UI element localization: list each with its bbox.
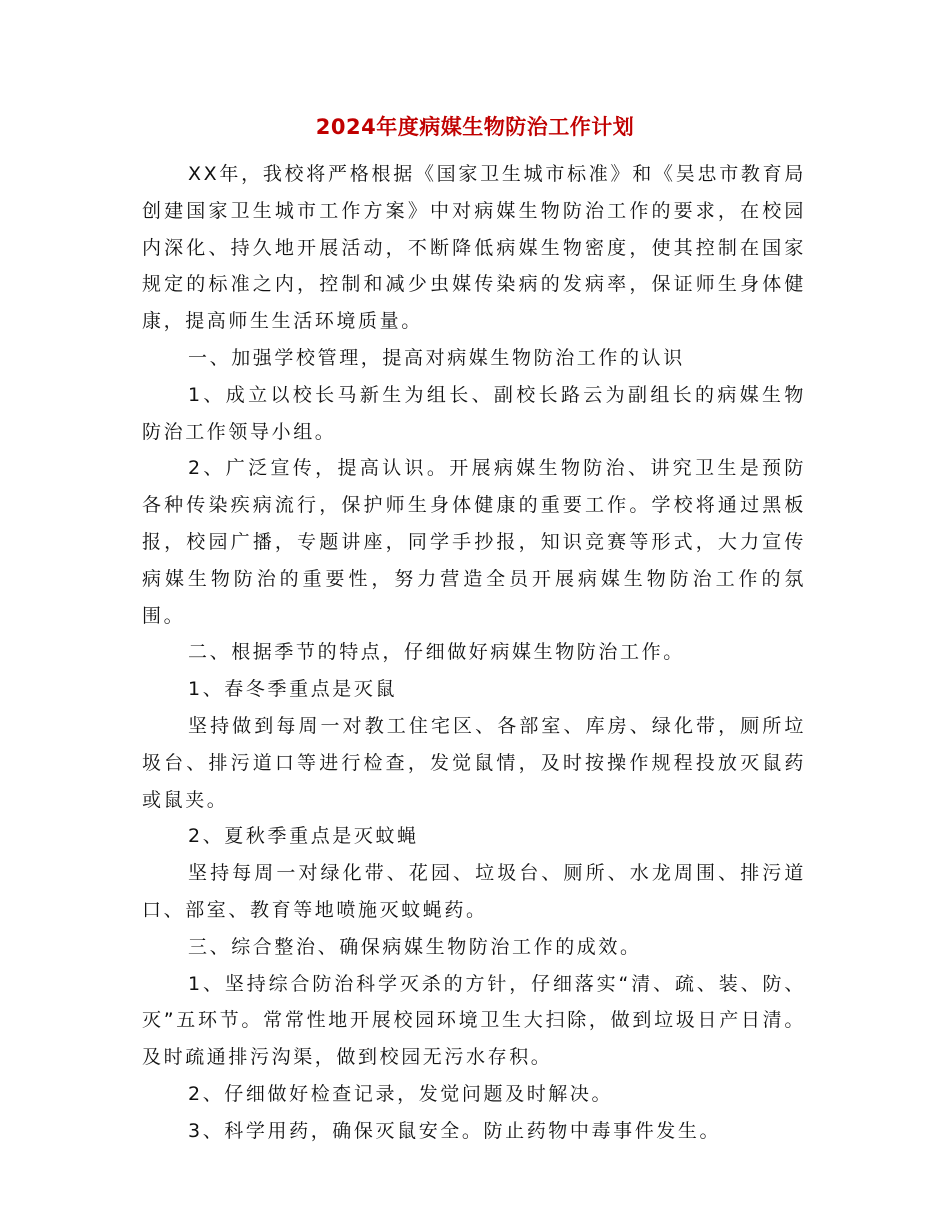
- subheading-2-1: 1、春冬季重点是灭鼠: [188, 678, 398, 701]
- document-body: [142, 156, 806, 1150]
- paragraph-3-2: 2、仔细做好检查记录，发觉问题及时解决。: [188, 1082, 614, 1105]
- paragraph-intro: XX年，我校将严格根据《国家卫生城市标准》和《吴忠市教育局创建国家卫生城市工作方案》中对病媒生物防治工作的要求，在校园内深化、持久地开展活动，不断降低病媒生物密度，使其控制在国家规定的标准之内，控制和减少虫媒传染病的发病率，保证师生身体健康，提高师生生活环境质量。: [142, 163, 806, 333]
- section-heading-2: 二、根据季节的特点，仔细做好病媒生物防治工作。: [188, 641, 685, 664]
- paragraph-2-2: 坚持每周一对绿化带、花园、垃圾台、厕所、水龙周围、排污道口、部室、教育等地喷施灭蚊蝇药。: [142, 862, 806, 921]
- subheading-2-2: 2、夏秋季重点是灭蚊蝇: [188, 825, 419, 848]
- paragraph-3-1: 1、坚持综合防治科学灭杀的方针，仔细落实“清、疏、装、防、灭”五环节。常常性地开展校园环境卫生大扫除，做到垃圾日产日清。及时疏通排污沟渠，做到校园无污水存积。: [142, 972, 806, 1069]
- section-heading-3: 三、综合整治、确保病媒生物防治工作的成效。: [188, 935, 642, 958]
- paragraph-1-2: 2、广泛宣传，提高认识。开展病媒生物防治、讲究卫生是预防各种传染疾病流行，保护师生身体健康的重要工作。学校将通过黑板报，校园广播，专题讲座，同学手抄报，知识竞赛等形式，大力宣传病媒生物防治的重要性，努力营造全员开展病媒生物防治工作的氛围。: [142, 457, 806, 627]
- paragraph-1-1: 1、成立以校长马新生为组长、副校长路云为副组长的病媒生物防治工作领导小组。: [142, 383, 806, 443]
- paragraph-3-3: 3、科学用药，确保灭鼠安全。防止药物中毒事件发生。: [188, 1119, 722, 1142]
- paragraph-2-1: 坚持做到每周一对教工住宅区、各部室、库房、绿化带，厕所垃圾台、排污道口等进行检查，发觉鼠情，及时按操作规程投放灭鼠药或鼠夹。: [142, 714, 806, 811]
- document-title: 2024年度病媒生物防治工作计划: [315, 115, 635, 139]
- section-heading-1: 一、加强学校管理，提高对病媒生物防治工作的认识: [188, 346, 685, 369]
